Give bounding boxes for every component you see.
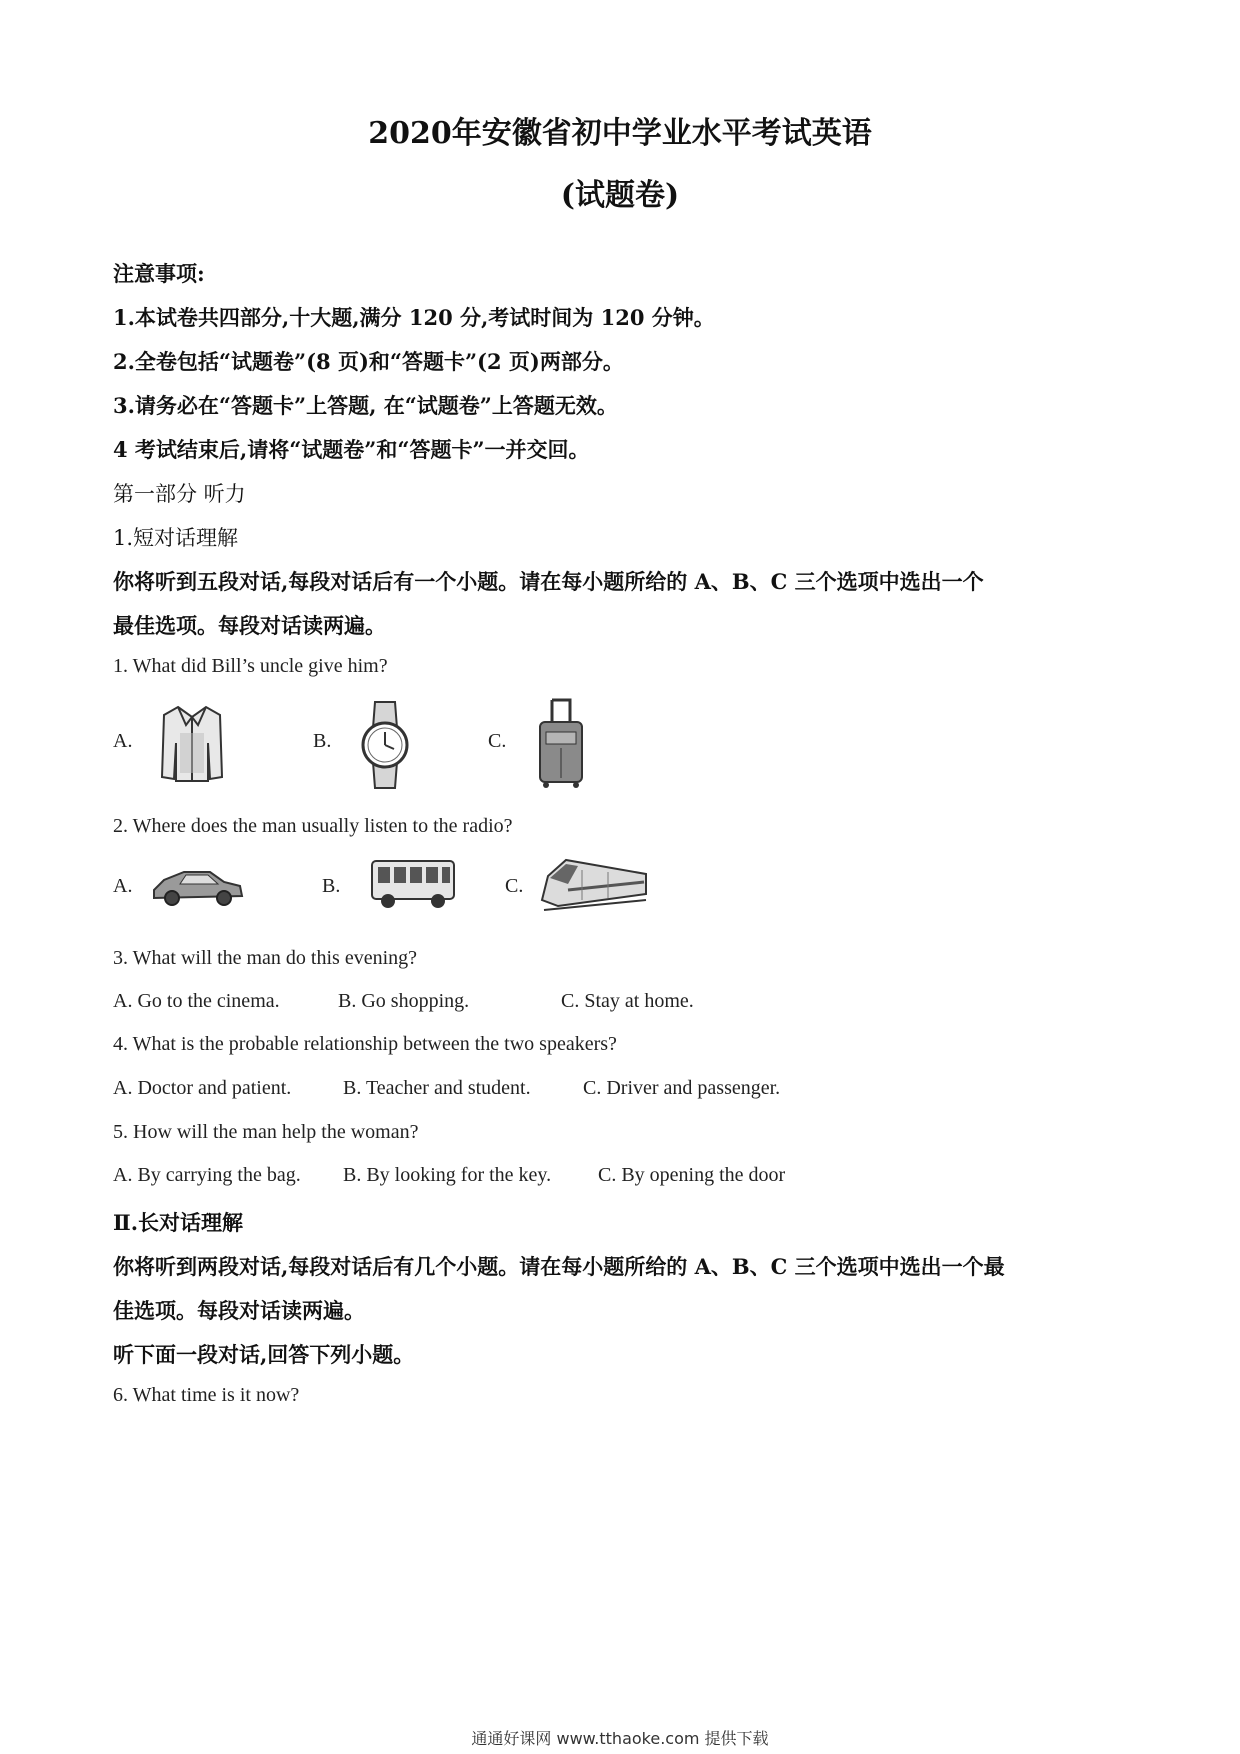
section-instructions: 你将听到五段对话,每段对话后有一个小题。请在每小题所给的 A、B、C 三个选项中选出一个 <box>113 569 984 594</box>
section-title: Ⅱ.长对话理解 <box>113 1210 244 1235</box>
bus-icon <box>368 855 458 915</box>
section-instructions: 佳选项。每段对话读两遍。 <box>113 1298 365 1323</box>
exam-subtitle: (试题卷) <box>560 178 680 213</box>
option-label: B. <box>313 730 332 752</box>
dialogue-intro: 听下面一段对话,回答下列小题。 <box>113 1342 415 1367</box>
suitcase-icon <box>536 698 586 794</box>
option-label: A. <box>113 730 133 752</box>
part-heading: 第一部分 听力 <box>113 482 246 506</box>
option-label: C. <box>488 730 507 752</box>
train-icon <box>538 850 648 920</box>
option-text: B. Teacher and student. <box>343 1077 531 1099</box>
option-label: C. <box>505 875 524 897</box>
option-text: A. Doctor and patient. <box>113 1077 292 1099</box>
note-item: 4 考试结束后,请将“试题卷”和“答题卡”一并交回。 <box>113 437 590 462</box>
watch-icon <box>355 700 415 794</box>
note-item: 3.请务必在“答题卡”上答题, 在“试题卷”上答题无效。 <box>113 393 618 418</box>
option-text: B. By looking for the key. <box>343 1164 552 1186</box>
question-5: 5. How will the man help the woman? <box>113 1121 419 1143</box>
section-title: 1.短对话理解 <box>113 526 239 550</box>
question-2: 2. Where does the man usually listen to the radio? <box>113 815 513 837</box>
exam-title: 2020年安徽省初中学业水平考试英语 <box>368 116 872 151</box>
question-1: 1. What did Bill’s uncle give him? <box>113 655 388 677</box>
option-text: A. By carrying the bag. <box>113 1164 301 1186</box>
question-6: 6. What time is it now? <box>113 1384 300 1406</box>
page-footer: 通通好课网 www.tthaoke.com 提供下载 <box>471 1729 769 1748</box>
option-label: B. <box>322 875 341 897</box>
notes-heading: 注意事项: <box>113 261 205 286</box>
section-instructions: 你将听到两段对话,每段对话后有几个小题。请在每小题所给的 A、B、C 三个选项中选出一个最 <box>113 1254 1005 1279</box>
section-instructions: 最佳选项。每段对话读两遍。 <box>113 613 386 638</box>
option-text: B. Go shopping. <box>338 990 470 1012</box>
option-text: C. By opening the door <box>598 1164 786 1186</box>
option-text: A. Go to the cinema. <box>113 990 280 1012</box>
option-text: C. Stay at home. <box>561 990 694 1012</box>
jacket-icon <box>160 703 224 787</box>
question-3: 3. What will the man do this evening? <box>113 947 418 969</box>
option-text: C. Driver and passenger. <box>583 1077 781 1099</box>
note-item: 2.全卷包括“试题卷”(8 页)和“答题卡”(2 页)两部分。 <box>113 349 624 374</box>
question-4: 4. What is the probable relationship between the two speakers? <box>113 1033 617 1055</box>
note-item: 1.本试卷共四部分,十大题,满分 120 分,考试时间为 120 分钟。 <box>113 305 715 330</box>
option-label: A. <box>113 875 133 897</box>
car-icon <box>150 860 245 914</box>
